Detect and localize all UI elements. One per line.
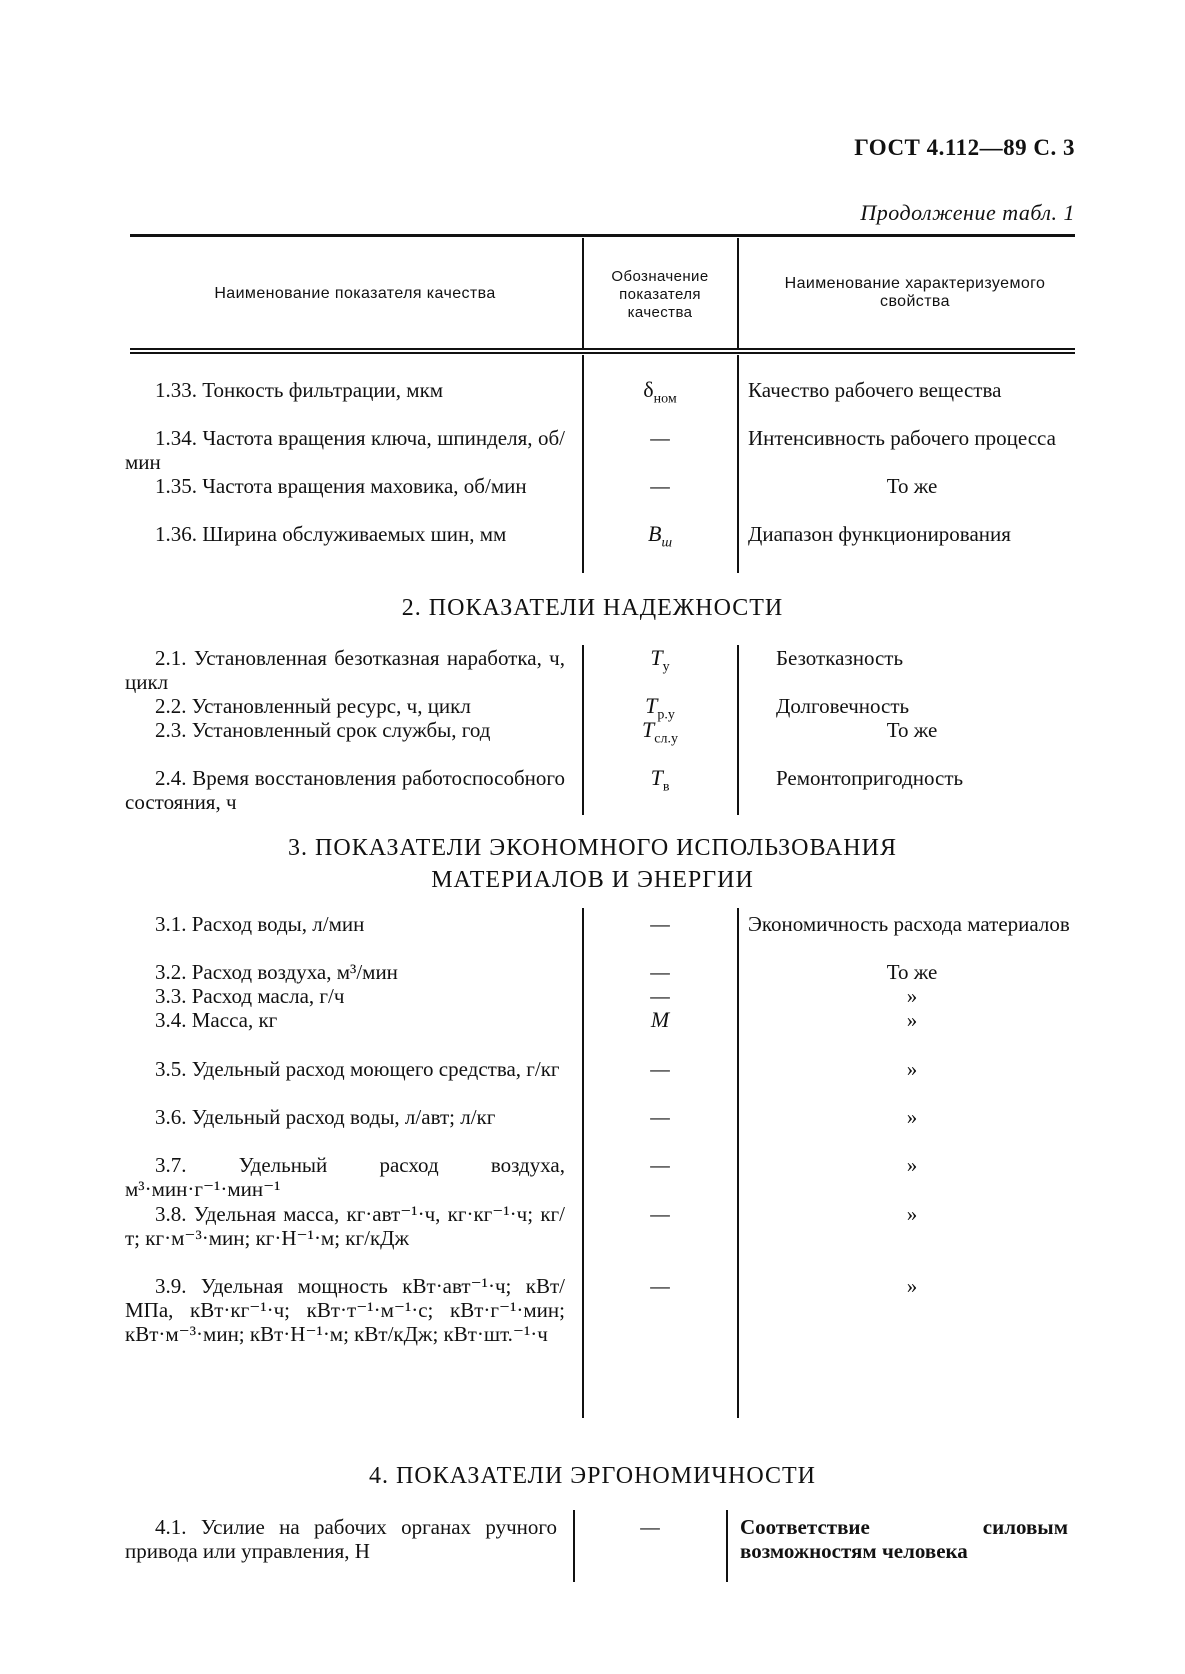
indicator-property: Качество рабочего вещества <box>748 378 1002 402</box>
indicator-symbol: — <box>650 1201 670 1226</box>
indicator-property: Безотказность <box>776 646 904 670</box>
group3-divider-1 <box>582 908 584 1418</box>
section-heading-economy-line1: 3. ПОКАЗАТЕЛИ ЭКОНОМНОГО ИСПОЛЬЗОВАНИЯ <box>288 835 897 861</box>
indicator-property: Соответствие силовым возможностям человека <box>740 1515 1068 1563</box>
indicator-symbol: $B_ш$ <box>647 521 673 551</box>
group3-divider-2 <box>737 908 739 1418</box>
indicator-name: 1.33. Тонкость фильтрации, мкм <box>155 378 444 402</box>
column-header-name: Наименование показателя качества <box>214 285 496 302</box>
indicator-property: Экономичность расхода материалов <box>748 912 1070 936</box>
indicator-symbol: — <box>650 425 670 450</box>
ditto-mark: » <box>906 1153 918 1177</box>
indicator-name: 2.1. Установленная безотказная наработка, ч, цикл <box>125 646 565 694</box>
indicator-symbol: $T_у$ <box>650 645 670 675</box>
indicator-symbol: — <box>650 911 670 936</box>
ditto-mark: » <box>906 1274 918 1298</box>
ditto-mark: » <box>906 1057 918 1081</box>
ditto-mark: » <box>906 984 918 1008</box>
section-heading-economy-line2: МАТЕРИАЛОВ И ЭНЕРГИИ <box>431 867 754 893</box>
header-divider-1 <box>582 238 584 348</box>
document-reference: ГОСТ 4.112—89 С. 3 <box>854 135 1075 160</box>
indicator-symbol: — <box>650 983 670 1008</box>
section-heading-ergonomics: 4. ПОКАЗАТЕЛИ ЭРГОНОМИЧНОСТИ <box>369 1463 816 1489</box>
indicator-name: 3.6. Удельный расход воды, л/авт; л/кг <box>155 1105 496 1129</box>
table-continuation-label: Продолжение табл. 1 <box>860 200 1075 225</box>
indicator-property: То же <box>886 718 938 742</box>
indicator-name: 3.5. Удельный расход моющего средства, г/кг <box>155 1057 560 1081</box>
indicator-symbol: — <box>650 473 670 498</box>
indicator-name: 1.36. Ширина обслуживаемых шин, мм <box>155 522 507 546</box>
indicator-name: 3.4. Масса, кг <box>155 1008 278 1032</box>
indicator-symbol: — <box>650 1152 670 1177</box>
indicator-property: Ремонтопригодность <box>776 766 964 790</box>
indicator-symbol: $\delta_{ном}$ <box>643 377 677 407</box>
indicator-name: 1.35. Частота вращения маховика, об/мин <box>155 474 527 498</box>
indicator-name: 3.2. Расход воздуха, м³/мин <box>155 960 398 984</box>
table-top-rule <box>130 234 1075 237</box>
indicator-property: Диапазон функционирования <box>748 522 1011 546</box>
section-heading-reliability: 2. ПОКАЗАТЕЛИ НАДЕЖНОСТИ <box>401 595 784 621</box>
indicator-symbol: $T_в$ <box>650 765 670 795</box>
column-header-property: Наименование характеризуемого свойства <box>784 275 1046 310</box>
indicator-symbol: $T_{сл.у}$ <box>642 717 678 747</box>
indicator-name: 3.1. Расход воды, л/мин <box>155 912 365 936</box>
indicator-name: 3.9. Удельная мощность кВт·авт⁻¹·ч; кВт/МПа, кВт·кг⁻¹·ч; кВт·т⁻¹·м⁻¹·с; кВт·г⁻¹·мин; кВт·м⁻³·мин; кВт·Н⁻¹·м; кВт/кДж; кВт·шт.⁻¹·ч <box>125 1274 565 1346</box>
indicator-symbol: — <box>650 1273 670 1298</box>
ditto-mark: » <box>906 1202 918 1226</box>
header-divider-2 <box>737 238 739 348</box>
indicator-name: 3.3. Расход масла, г/ч <box>155 984 345 1008</box>
indicator-name: 2.4. Время восстановления работоспособного состояния, ч <box>125 766 565 814</box>
ditto-mark: » <box>906 1105 918 1129</box>
indicator-symbol: $T_{р.у}$ <box>645 693 675 723</box>
ditto-mark: » <box>906 1008 918 1032</box>
table-header-rule-2 <box>130 352 1075 354</box>
indicator-symbol: — <box>650 959 670 984</box>
indicator-symbol: M <box>650 1007 670 1032</box>
group2-divider-2 <box>737 645 739 815</box>
indicator-name: 3.8. Удельная масса, кг·авт⁻¹·ч, кг·кг⁻¹·ч; кг/т; кг·м⁻³·мин; кг·Н⁻¹·м; кг/кДж <box>125 1202 565 1250</box>
indicator-symbol: — <box>640 1514 660 1539</box>
group4-divider-2 <box>726 1510 728 1582</box>
indicator-property: Долговечность <box>776 694 910 718</box>
group1-divider-2 <box>737 355 739 573</box>
indicator-property: То же <box>886 474 938 498</box>
group2-divider-1 <box>582 645 584 815</box>
group1-divider-1 <box>582 355 584 573</box>
indicator-symbol: — <box>650 1104 670 1129</box>
indicator-symbol: — <box>650 1056 670 1081</box>
indicator-name: 4.1. Усилие на рабочих органах ручного привода или управления, Н <box>125 1515 557 1563</box>
indicator-property: То же <box>886 960 938 984</box>
indicator-name: 2.2. Установленный ресурс, ч, цикл <box>155 694 471 718</box>
indicator-name: 1.34. Частота вращения ключа, шпинделя, об/мин <box>125 426 565 474</box>
indicator-name: 3.7. Удельный расход воздуха, м³·мин·г⁻¹·мин⁻¹ <box>125 1153 565 1201</box>
indicator-name: 2.3. Установленный срок службы, год <box>155 718 491 742</box>
indicator-property: Интенсивность рабочего процесса <box>748 426 1056 450</box>
column-header-symbol: Обозначение показателя качества <box>611 268 709 321</box>
table-header-rule-1 <box>130 348 1075 350</box>
